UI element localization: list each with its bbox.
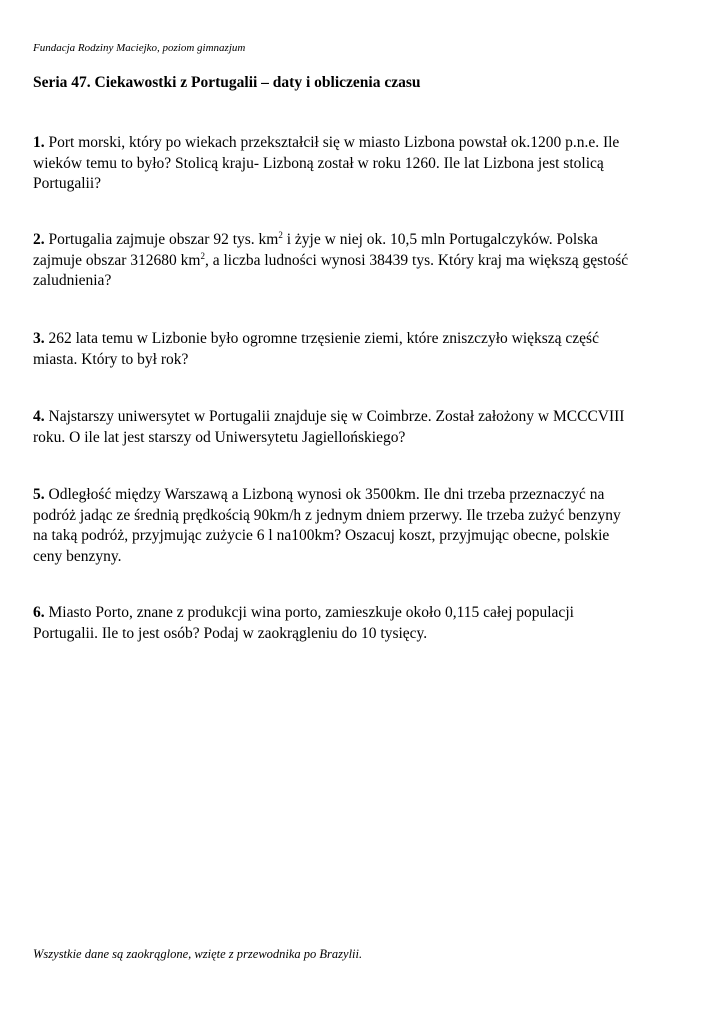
task-5-line-3: na taką podróż, przyjmując zużycie 6 l na100km? Oszacuj koszt, przyjmując obecne, polskie	[33, 527, 610, 544]
task-2-line-2: zajmuje obszar 312680 $km^2$, a liczba ludności wynosi 38439 tys. Który kraj ma większą gęstość	[33, 250, 629, 269]
task-4-line-2: roku. O ile lat jest starszy od Uniwersytetu Jagiellońskiego?	[33, 428, 406, 446]
task-5-number: 5.	[33, 486, 45, 503]
task-5-line-2: podróż jadąc ze średnią prędkością 90km/h z jednym dniem przerwy. Ile trzeba zużyć benzyny	[33, 506, 621, 524]
task-5-line-4: ceny benzyny.	[33, 547, 122, 565]
task-3-line-2: miasta. Który to był rok?	[33, 350, 189, 368]
task-1-line-2: wieków temu to było? Stolicą kraju- Lizboną został w roku 1260. Ile lat Lizbona jest stolicą	[33, 154, 604, 172]
superscript-2: 2	[200, 250, 205, 261]
task-6-line-1: 6. Miasto Porto, znane z produkcji wina porto, zamieszkuje około 0,115 całej populacji	[33, 604, 574, 621]
task-1	[33, 133, 701, 195]
task-6-number: 6.	[33, 604, 45, 621]
task-3-line-1: 3. 262 lata temu w Lizbonie było ogromne trzęsienie ziemi, które zniszczyło większą część	[33, 330, 599, 347]
task-1-line-3: Portugalii?	[33, 175, 102, 192]
task-2-line-3: zaludnienia?	[33, 272, 112, 289]
task-1-line-1: 1. Port morski, który po wiekach przekształcił się w miasto Lizbona powstał ok.1200 p.n.e. Ile	[33, 134, 620, 151]
task-6	[33, 603, 701, 644]
task-1-number: 1.	[33, 134, 45, 151]
task-6-line-2: Portugalii. Ile to jest osób? Podaj w zaokrągleniu do 10 tysięcy.	[33, 624, 428, 642]
task-3	[33, 329, 701, 370]
task-2-line-1: 2. Portugalia zajmuje obszar 92 tys. $km^2$ i żyje w niej ok. 10,5 mln Portugalczyków. Polska	[33, 230, 598, 248]
task-5-line-1: 5. Odległość między Warszawą a Lizboną wynosi ok 3500km. Ile dni trzeba przeznaczyć na	[33, 486, 605, 503]
task-4-line-1: 4. Najstarszy uniwersytet w Portugalii znajduje się w Coimbrze. Został założony w MCCCVIII	[33, 408, 625, 425]
superscript-2: 2	[278, 230, 283, 240]
page-title: Seria 47. Ciekawostki z Portugalii – daty i obliczenia czasu	[33, 74, 421, 91]
task-4-number: 4.	[33, 408, 45, 425]
task-5	[33, 485, 701, 567]
task-4	[33, 407, 701, 448]
task-2	[33, 230, 701, 292]
footer-note: Wszystkie dane są zaokrąglone, wzięte z przewodnika po Brazylii.	[33, 947, 363, 961]
task-2-number: 2.	[33, 231, 45, 248]
task-3-number: 3.	[33, 330, 45, 347]
header-note: Fundacja Rodziny Maciejko, poziom gimnazjum	[33, 42, 246, 54]
